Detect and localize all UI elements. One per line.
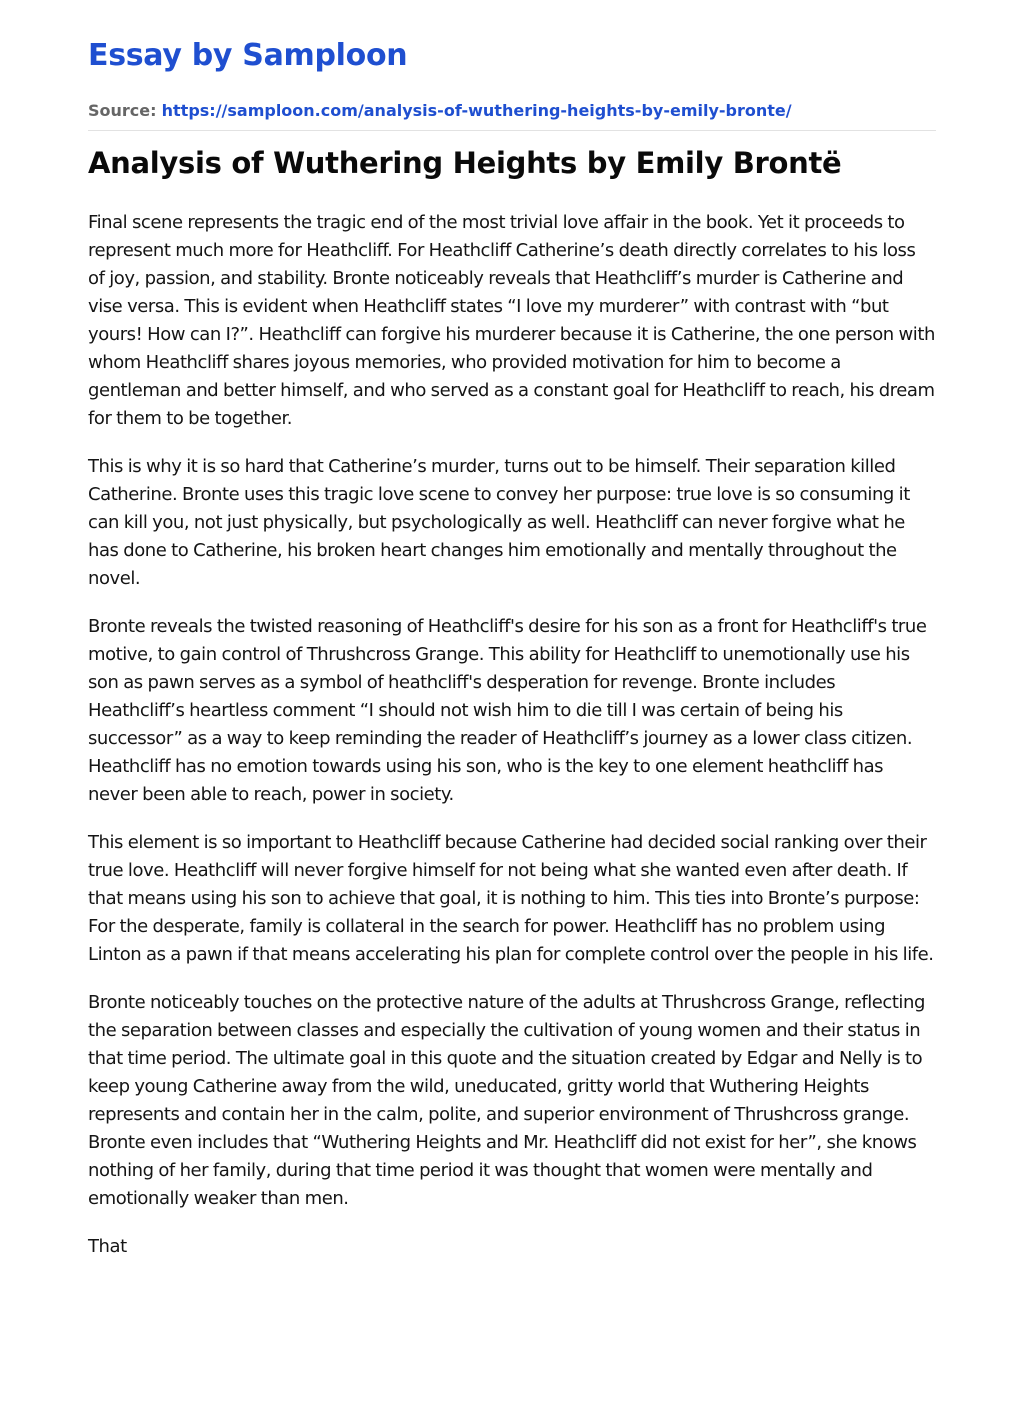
source-label: Source: [88, 101, 157, 120]
source-line [88, 100, 936, 122]
essay-paragraph: Final scene represents the tragic end of the most trivial love affair in the book. Yet it proceeds to represent much more for Heathcliff. For Heathcliff Catherine’s death directly correlates to his loss of joy, passion, and stability. Bronte noticeably reveals that Heathcliff’s murder is Catherine and vise versa. This is evident when Heathcliff states “I love my murderer” with contrast with “but yours! How can I?”. Heathcliff can forgive his murderer because it is Catherine, the one person with whom Heathcliff shares joyous memories, who provided motivation for him to become a gentleman and better himself, and who served as a constant goal for Heathcliff to reach, his dream for them to be together. [88, 212, 935, 429]
essay-title: Analysis of Wuthering Heights by Emily Brontë [88, 146, 842, 180]
source-link[interactable]: https://samploon.com/analysis-of-wuthering-heights-by-emily-bronte/ [161, 101, 792, 120]
header-divider [88, 130, 936, 131]
essay-body [88, 209, 936, 1261]
essay-paragraph: Bronte noticeably touches on the protective nature of the adults at Thrushcross Grange, reflecting the separation between classes and especially the cultivation of young women and their status in that time period. The ultimate goal in this quote and the situation created by Edgar and Nelly is to keep young Catherine away from the wild, uneducated, gritty world that Wuthering Heights represents and contain her in the calm, polite, and superior environment of Thrushcross grange. Bronte even includes that “Wuthering Heights and Mr. Heathcliff did not exist for her”, she knows nothing of her family, during that time period it was thought that women were mentally and emotionally weaker than men. [88, 992, 925, 1209]
essay-paragraph: That [88, 1236, 127, 1257]
essay-paragraph: This element is so important to Heathcliff because Catherine had decided social ranking over their true love. Heathcliff will never forgive himself for not being what she wanted even after death. If that means using his son to achieve that goal, it is nothing to him. This ties into Bronte’s purpose: For the desperate, family is collateral in the search for power. Heathcliff has no problem using Linton as a pawn if that means accelerating his plan for complete control over the people in his life. [88, 832, 934, 965]
essay-page [88, 30, 936, 1281]
essay-paragraph: This is why it is so hard that Catherine’s murder, turns out to be himself. Their separation killed Catherine. Bronte uses this tragic love scene to convey her purpose: true love is so consuming it can kill you, not just physically, but psychologically as well. Heathcliff can never forgive what he has done to Catherine, his broken heart changes him emotionally and mentally throughout the novel. [88, 456, 910, 589]
brand-title: Essay by Samploon [88, 38, 408, 73]
essay-paragraph: Bronte reveals the twisted reasoning of Heathcliff's desire for his son as a front for Heathcliff's true motive, to gain control of Thrushcross Grange. This ability for Heathcliff to unemotionally use his son as pawn serves as a symbol of heathcliff's desperation for revenge. Bronte includes Heathcliff’s heartless comment “I should not wish him to die till I was certain of being his successor” as a way to keep reminding the reader of Heathcliff’s journey as a lower class citizen. Heathcliff has no emotion towards using his son, who is the key to one element heathcliff has never been able to reach, power in society. [88, 616, 927, 805]
